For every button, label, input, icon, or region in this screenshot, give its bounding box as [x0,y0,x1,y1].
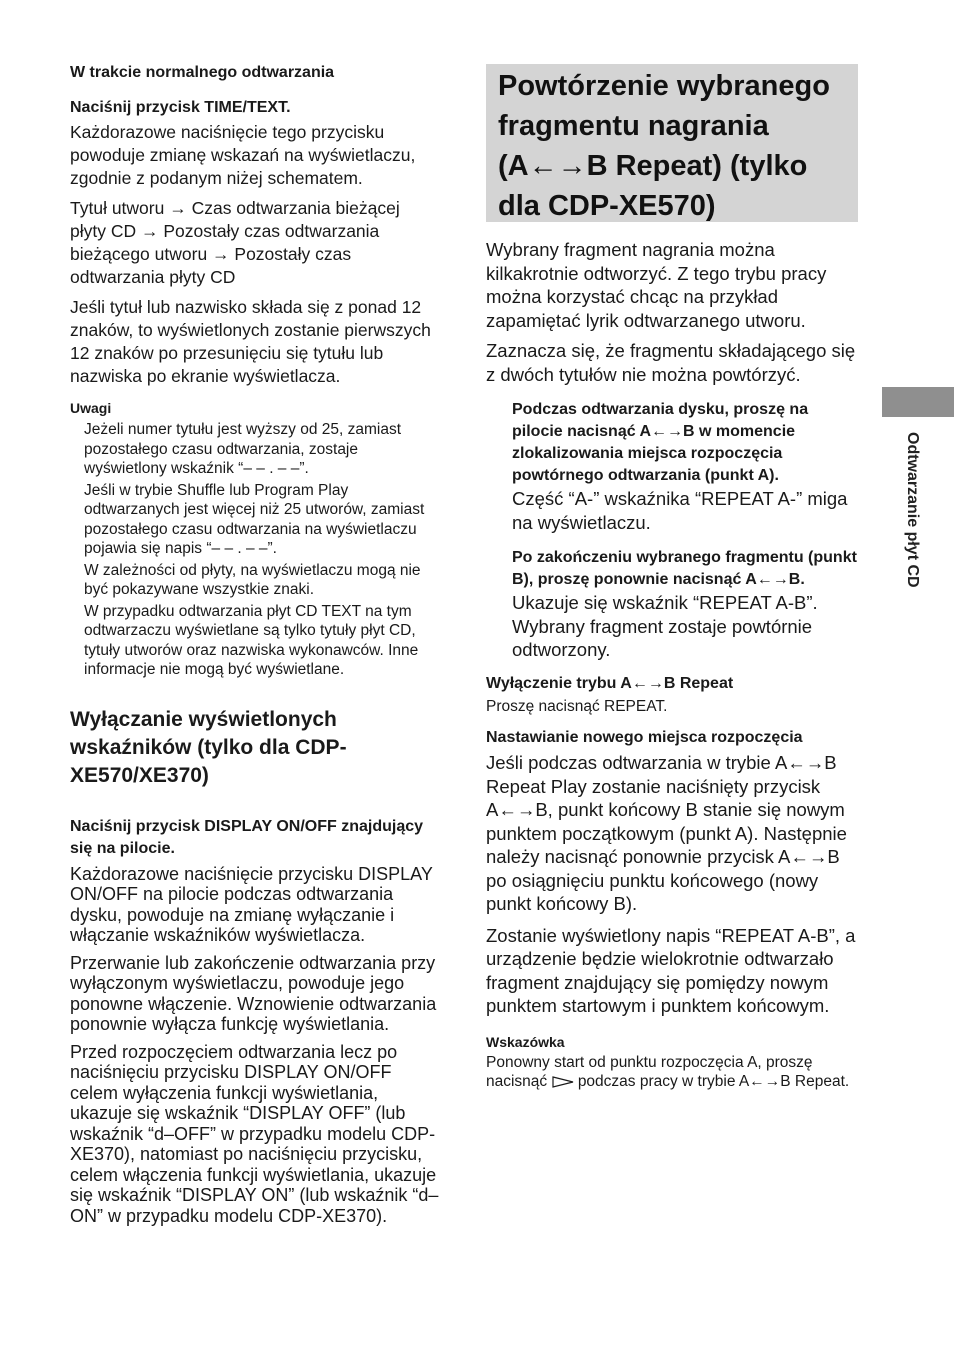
cancel-text: Proszę nacisnąć REPEAT. [486,697,668,715]
new-start-text-1: Jeśli podczas odtwarzania w trybie A←→B Repeat Play zostanie naciśnięty przycisk A←→B, punkt końcowy B stanie się nowym punktem początkowym (punkt A). Następnie należy nacisnąć ponownie przycisk A←→B po osiągnięciu punktu końcowego (nowy punkt końcowy B). [486,752,847,914]
note-item: W przypadku odtwarzania płyt CD TEXT na tym odtwarzaczu wyświetlane są tylko tytuły płyt CD, tytuły utworów oraz nazwiska wykonawców. Inne informacje nie mogą być wyświetlane. [84,602,419,678]
tip-text-part-1: Ponowny start od punktu rozpoczęcia A, proszę nacisnąć [486,1053,813,1090]
cancel-heading: Wyłączenie trybu A←→B Repeat [486,674,734,692]
note-item: W zależności od płyty, na wyświetlaczu mogą nie być pokazywane wszystkie znaki. [84,561,421,598]
notes-heading: Uwagi [70,400,112,416]
note-item: Jeżeli numer tytułu jest wyższy od 25, zamiast pozostałego czasu odtwarzania, zostaje wyświetlony wskaźnik “– – . – –”. [84,421,402,477]
press-display-instruction: Naciśnij przycisk DISPLAY ON/OFF znajdujący się na pilocie. [70,817,424,857]
tip-text [486,1053,858,1092]
display-description-2: Przerwanie lub zakończenie odtwarzania przy wyłączonym wyświetlaczu, powoduje jego ponowne włączenie. Wznowienie odtwarzania ponownie wyłącza funkcję wyświetlania. [70,952,437,1034]
section-tab-marker [882,387,954,417]
right-column [486,64,858,1092]
note-item: Jeśli w trybie Shuffle lub Program Play odtwarzanych jest więcej niż 25 utworów, zamiast pozostałego czasu odtwarzania na wyświetlaczu pojawia się napis “– – . – –”. [84,481,425,557]
press-time-text-instruction: Naciśnij przycisk TIME/TEXT. [70,99,291,116]
section-side-label: Odtwarzanie płyt CD [904,432,921,588]
step-2-instruction: Po zakończeniu wybranego fragmentu (punkt B), proszę ponownie nacisnąć A←→B. [512,549,857,588]
display-description-3: Przed rozpoczęciem odtwarzania lecz po naciśnięciu przycisku DISPLAY ON/OFF celem wyłączenia funkcji wyświetlania, ukazuje się wskaźnik “DISPLAY OFF” (lub wskaźnik “d–OFF” w przypadku modelu CDP-XE370), natomiast po naciśnięciu przycisku, celem włączenia funkcji wyświetlania, ukazuje się wskaźnik “DISPLAY ON” (lub wskaźnik “d–ON” w przypadku modelu CDP-XE370). [70,1041,439,1226]
new-start-text-2: Zostanie wyświetlony napis “REPEAT A-B”, a urządzenie będzie wielokrotnie odtwarzało fragment znajdujący się pomiędzy nowym punktem startowym i punktem końcowym. [486,924,856,1016]
display-off-heading: Wyłączanie wyświetlonych wskaźników (tylko dla CDP-XE570/XE370) [70,707,347,787]
section-title: Powtórzenie wybranego fragmentu nagrania (A←→B Repeat) (tylko dla CDP-XE570) [498,70,830,222]
new-start-heading: Nastawianie nowego miejsca rozpoczęcia [486,729,803,746]
tip-text-part-2: podczas pracy w trybie A←→B Repeat. [577,1073,850,1090]
step-1-instruction: Podczas odtwarzania dysku, proszę na pilocie nacisnąć A←→B w momencie zlokalizowania miejsca rozpoczęcia powtórnego odtwarzania (punkt A). [512,401,809,484]
step-1 [512,399,858,534]
left-column [70,62,440,1226]
intro-paragraph-2: Zaznacza się, że fragmentu składającego się z dwóch tytułów nie można powtórzyć. [486,340,856,385]
display-description-1: Każdorazowe naciśnięcie przycisku DISPLAY ON/OFF na pilocie podczas odtwarzania dysku, powoduje na zmianę wyłączanie i włączanie wskaźników wyświetlacza. [70,863,433,945]
step-2 [512,547,858,662]
normal-play-heading: W trakcie normalnego odtwarzania [70,64,335,81]
intro-paragraph-1: Wybrany fragment nagrania można kilkakrotnie odtworzyć. Z tego trybu pracy można korzystać chcąc na przykład zapamiętać lyrik odtwarzanego utworu. [486,239,827,331]
step-2-result: Ukazuje się wskaźnik “REPEAT A-B”. Wybrany fragment zostaje powtórnie odtworzony. [512,592,818,660]
time-text-description: Każdorazowe naciśnięcie tego przycisku powoduje zmianę wskazań na wyświetlaczu, zgodnie z podanym niżej schematem. [70,122,416,188]
title-length-note: Jeśli tytuł lub nazwisko składa się z ponad 12 znaków, to wyświetlonych zostanie pierwszych 12 znaków po przesunięciu się tytułu lub nazwiska po ekranie wyświetlacza. [70,297,431,386]
section-title-box [486,64,858,222]
tip-heading: Wskazówka [486,1033,565,1050]
step-1-result: Część “A-” wskaźnika “REPEAT A-” miga na wyświetlaczu. [512,488,848,533]
display-sequence: Tytuł utworu → Czas odtwarzania bieżącej płyty CD → Pozostały czas odtwarzania bieżącego utworu → Pozostały czas odtwarzania płyty CD [70,198,400,287]
play-icon [552,1076,574,1088]
